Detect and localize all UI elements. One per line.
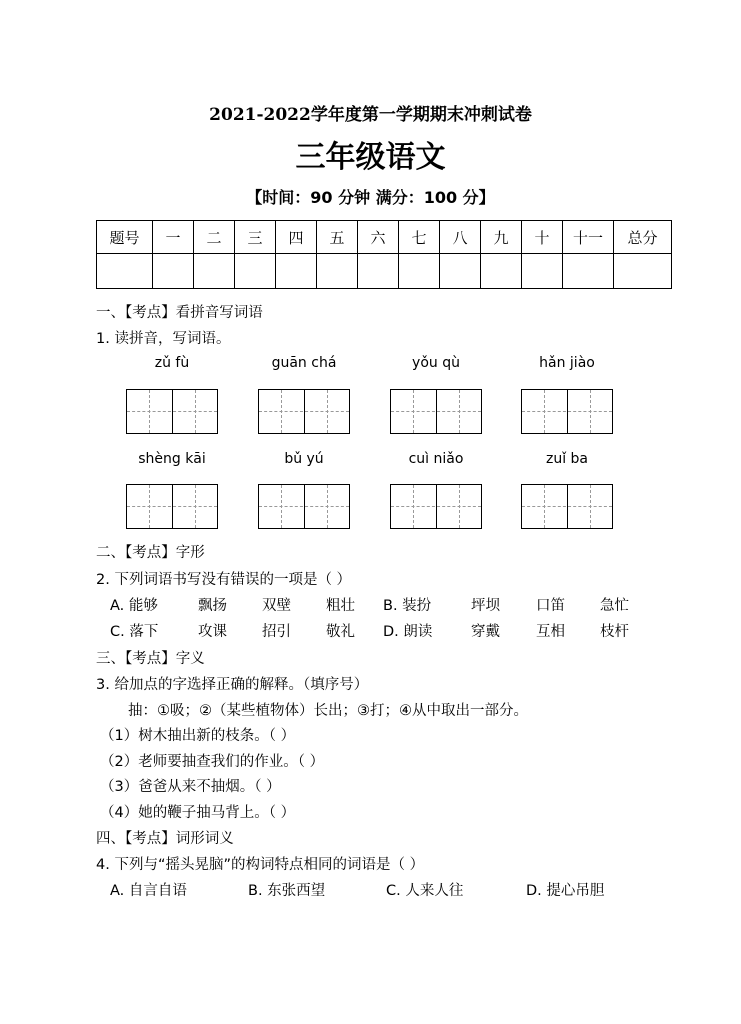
score-header-cell: 九 [481,221,522,254]
option-d-word: D. 朗读 [383,624,433,640]
score-cell[interactable] [317,254,358,289]
option-b: B. 东张西望 [248,883,326,899]
score-header-cell: 总分 [614,221,672,254]
option-c-word: C. 落下 [110,624,159,640]
score-cell[interactable] [194,254,235,289]
score-header-cell: 十 [522,221,563,254]
score-cell[interactable] [563,254,614,289]
option-c: C. 人来人往 [386,883,464,899]
pinyin-label: zǔ fù [154,355,190,371]
score-cell[interactable] [153,254,194,289]
question-2-text: 2. 下列词语书写没有错误的一项是（ ） [96,572,352,588]
score-header-cell: 六 [358,221,399,254]
score-cell[interactable] [481,254,522,289]
section-4-heading: 四、【考点】词形词义 [96,831,234,847]
score-cell[interactable] [358,254,399,289]
score-table-header-row [97,221,672,254]
option-word: 穿戴 [471,624,500,640]
exam-main-title: 三年级语文 [295,140,446,175]
score-cell[interactable] [97,254,153,289]
pinyin-label: guān chá [271,355,337,371]
question-3-text: 3. 给加点的字选择正确的解释。（填序号） [96,677,369,693]
option-word: 坪坝 [471,598,500,614]
score-header-cell: 十一 [563,221,614,254]
sub-question: （2）老师要抽查我们的作业。（ ） [100,754,325,770]
option-word: 攻课 [198,624,227,640]
option-word: 口笛 [536,598,565,614]
score-header-cell: 一 [153,221,194,254]
writing-grid[interactable] [521,484,613,529]
writing-grid[interactable] [390,389,482,434]
score-cell[interactable] [235,254,276,289]
score-header-cell: 三 [235,221,276,254]
writing-grid[interactable] [126,389,218,434]
option-word: 枝杆 [600,624,629,640]
score-cell[interactable] [522,254,563,289]
score-cell[interactable] [614,254,672,289]
score-header-cell: 八 [440,221,481,254]
writing-grid[interactable] [390,484,482,529]
exam-year-title: 2021-2022学年度第一学期期末冲刺试卷 [209,105,532,125]
section-3-heading: 三、【考点】字义 [96,651,205,667]
score-header-cell: 四 [276,221,317,254]
option-a: A. 自言自语 [110,883,187,899]
score-header-cell: 七 [399,221,440,254]
writing-grid[interactable] [521,389,613,434]
writing-grid[interactable] [126,484,218,529]
option-word: 粗壮 [326,598,355,614]
score-header-cell: 题号 [97,221,153,254]
option-a-word: A. 能够 [110,598,158,614]
pinyin-label: shèng kāi [138,451,206,467]
option-word: 飘扬 [198,598,227,614]
option-word: 急忙 [600,598,629,614]
exam-info: 【时间：90 分钟 满分：100 分】 [246,188,495,207]
pinyin-label: bǔ yú [284,451,324,467]
option-word: 敬礼 [326,624,355,640]
sub-question: （4）她的鞭子抽马背上。（ ） [100,805,296,821]
option-b-word: B. 装扮 [383,598,432,614]
score-header-cell: 二 [194,221,235,254]
question-1-text: 1. 读拼音，写词语。 [96,331,231,347]
writing-grid[interactable] [258,484,350,529]
option-word: 双壁 [262,598,291,614]
option-word: 互相 [536,624,565,640]
option-d: D. 提心吊胆 [526,883,605,899]
pinyin-label: yǒu qù [412,355,460,371]
score-header-cell: 五 [317,221,358,254]
pinyin-label: cuì niǎo [408,451,464,467]
score-cell[interactable] [276,254,317,289]
definition-text: 抽：①吸；②（某些植物体）长出；③打；④从中取出一部分。 [128,703,528,719]
score-cell[interactable] [399,254,440,289]
section-2-heading: 二、【考点】字形 [96,545,205,561]
sub-question: （3）爸爸从来不抽烟。（ ） [100,779,281,795]
writing-grid[interactable] [258,389,350,434]
option-word: 招引 [262,624,291,640]
section-1-heading: 一、【考点】看拼音写词语 [96,305,263,321]
score-table [96,220,672,289]
score-cell[interactable] [440,254,481,289]
sub-question: （1）树木抽出新的枝条。（ ） [100,728,296,744]
pinyin-label: hǎn jiào [539,355,595,371]
score-table-blank-row [97,254,672,289]
question-4-text: 4. 下列与“摇头晃脑”的构词特点相同的词语是（ ） [96,857,425,873]
pinyin-label: zuǐ ba [545,451,589,467]
